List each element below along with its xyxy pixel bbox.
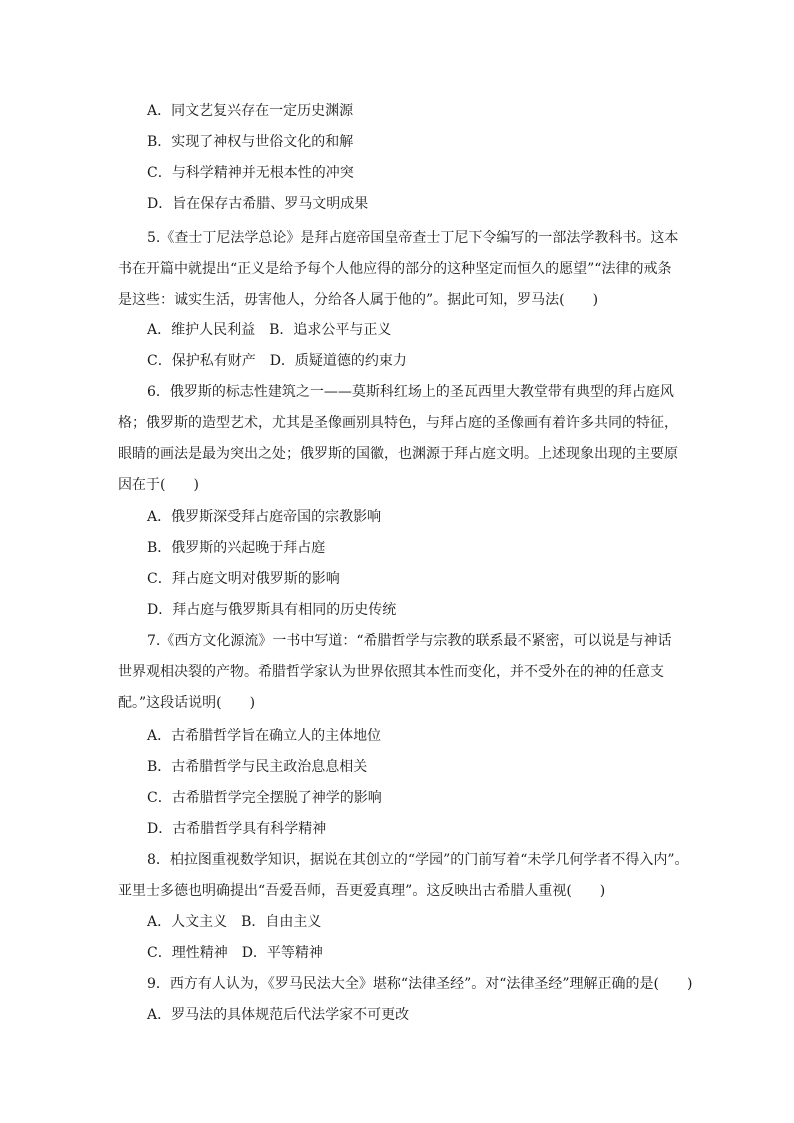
q6-option-d: D．拜占庭与俄罗斯具有相同的历史传统 <box>147 602 397 618</box>
q5-options-cd: C．保护私有财产 D．质疑道德的约束力 <box>147 353 407 369</box>
q5-stem-line-3: 是这些：诚实生活，毋害他人，分给各人属于他的”。据此可知，罗马法( ) <box>118 292 599 308</box>
q5-options-ab: A．维护人民利益 B．追求公平与正义 <box>147 322 392 338</box>
q4-option-d: D．旨在保存古希腊、罗马文明成果 <box>147 196 369 212</box>
q9-option-a: A．罗马法的具体规范后代法学家不可更改 <box>147 1007 410 1023</box>
q6-option-b: B．俄罗斯的兴起晚于拜占庭 <box>147 540 326 556</box>
q8-stem-line-1: 8．柏拉图重视数学知识，据说在其创立的“学园”的门前写着“未学几何学者不得入内”。 <box>147 852 689 868</box>
q6-stem-line-1: 6．俄罗斯的标志性建筑之一——莫斯科红场上的圣瓦西里大教堂带有典型的拜占庭风 <box>147 384 674 400</box>
q7-option-b: B．古希腊哲学与民主政治息息相关 <box>147 759 368 775</box>
q5-stem-line-2: 书在开篇中就提出“正义是给予每个人他应得的部分的这种坚定而恒久的愿望”“法律的戒条 <box>118 261 672 277</box>
q6-option-c: C．拜占庭文明对俄罗斯的影响 <box>147 571 340 587</box>
q7-option-a: A．古希腊哲学旨在确立人的主体地位 <box>147 728 382 744</box>
q9-stem-line-1: 9．西方有人认为，《罗马民法大全》堪称“法律圣经”。对“法律圣经”理解正确的是( ) <box>147 976 693 992</box>
q7-stem-line-1: 7.《西方文化源流》一书中写道：“希腊哲学与宗教的联系最不紧密，可以说是与神话 <box>147 633 672 649</box>
q8-options-cd: C．理性精神 D．平等精神 <box>147 945 323 961</box>
q4-option-a: A．同文艺复兴存在一定历史渊源 <box>147 103 354 119</box>
q7-option-d: D．古希腊哲学具有科学精神 <box>147 821 327 837</box>
q6-stem-line-3: 眼睛的画法是最为突出之处；俄罗斯的国徽，也渊源于拜占庭文明。上述现象出现的主要原 <box>118 446 678 462</box>
q4-option-c: C．与科学精神并无根本性的冲突 <box>147 165 354 181</box>
q7-stem-line-3: 配。”这段话说明( ) <box>118 695 256 711</box>
q8-stem-line-2: 亚里士多德也明确提出“吾爱吾师，吾更爱真理”。这反映出古希腊人重视( ) <box>118 883 606 899</box>
q6-option-a: A．俄罗斯深受拜占庭帝国的宗教影响 <box>147 509 382 525</box>
q8-options-ab: A．人文主义 B．自由主义 <box>147 914 322 930</box>
q4-option-b: B．实现了神权与世俗文化的和解 <box>147 134 354 150</box>
q6-stem-line-2: 格；俄罗斯的造型艺术，尤其是圣像画别具特色，与拜占庭的圣像画有着许多共同的特征， <box>118 415 678 431</box>
q5-stem-line-1: 5.《查士丁尼法学总论》是拜占庭帝国皇帝查士丁尼下令编写的一部法学教科书。这本 <box>147 230 679 246</box>
q7-option-c: C．古希腊哲学完全摆脱了神学的影响 <box>147 790 382 806</box>
q7-stem-line-2: 世界观相决裂的产物。希腊哲学家认为世界依照其本性而变化，并不受外在的神的任意支 <box>118 664 664 680</box>
q6-stem-line-4: 因在于( ) <box>118 477 199 493</box>
